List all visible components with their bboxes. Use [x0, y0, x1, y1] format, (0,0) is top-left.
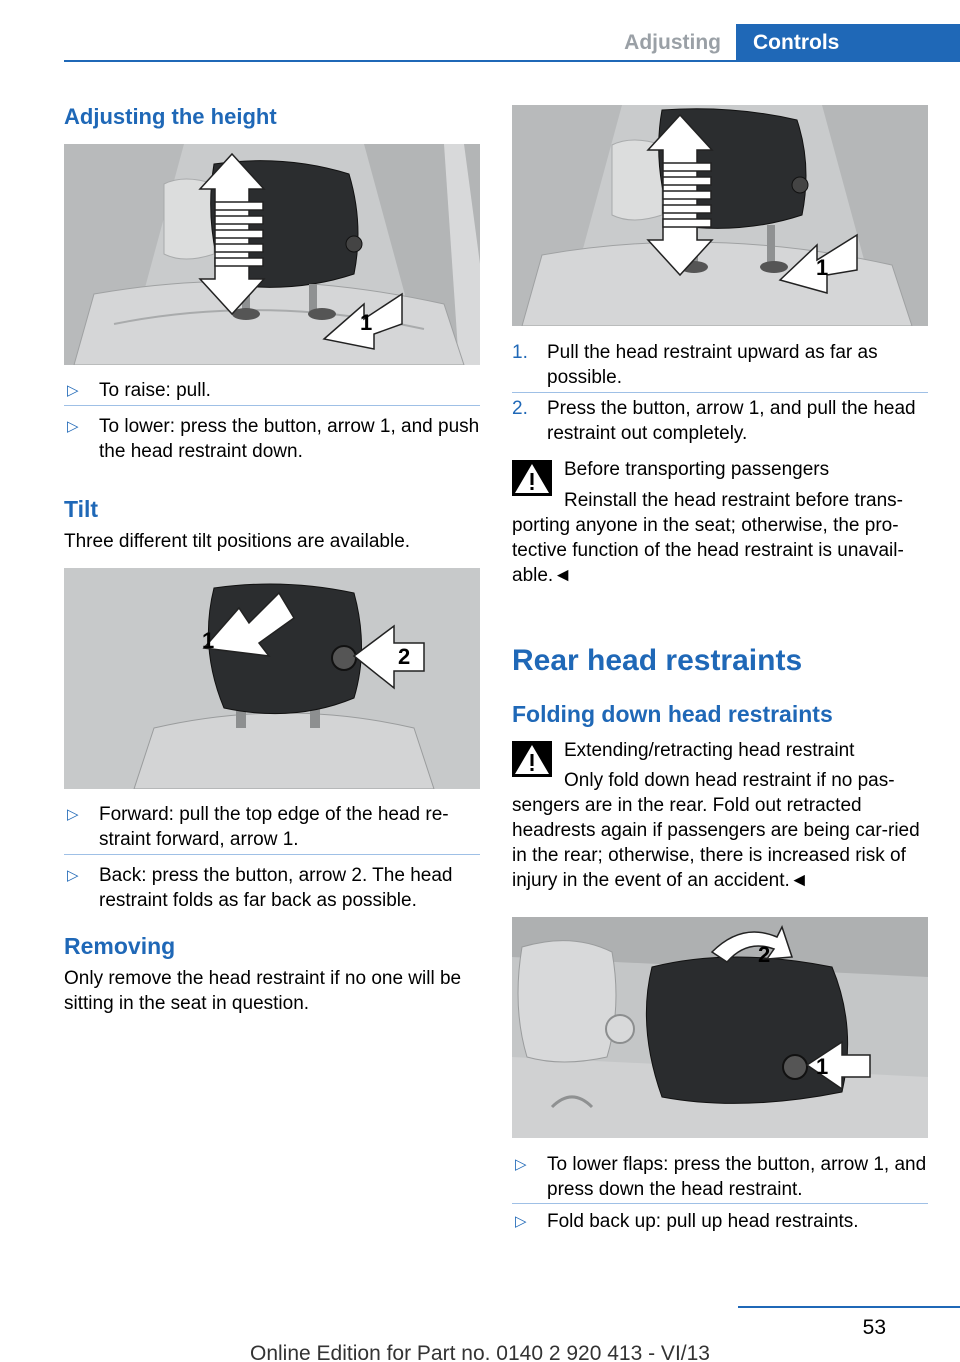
footer-text: Online Edition for Part no. 0140 2 920 413 - VI/13 [250, 1342, 710, 1362]
heading-tilt: Tilt [64, 496, 99, 522]
list-item: ▷ Fold back up: pull up head restraints. [515, 1211, 859, 1232]
list-item: ▷ To lower: press the button, arrow 1, and push the head restraint down. [67, 416, 480, 462]
figure-label: 2 [758, 942, 771, 967]
list-divider [64, 405, 480, 406]
figure-label: 1 [360, 310, 373, 335]
figure-height-adjust-drawing [64, 144, 480, 365]
warning-box [512, 741, 928, 891]
triangle-right-icon: ▷ [515, 1156, 527, 1173]
removing-text: Only remove the head restraint if no one will be sitting in the seat in question. [64, 968, 462, 1014]
list-item: ▷ To raise: pull. [67, 380, 211, 401]
figure-label: 1 [816, 1054, 829, 1079]
figure-removal [512, 105, 928, 326]
header-rule [64, 60, 960, 62]
triangle-right-icon: ▷ [67, 382, 79, 399]
triangle-right-icon: ▷ [67, 806, 79, 823]
warning-text: Only fold down head restraint if no pas‐sengers are in the rear. Fold out retracted headrests again if passengers are being car‐ried in the rear; otherwise, there is increased risk of injury in the event of an accident.◄ [512, 770, 920, 891]
list-divider [512, 1203, 928, 1204]
triangle-right-icon: ▷ [515, 1213, 527, 1230]
figure-fold-rear-drawing [512, 917, 928, 1138]
list-divider [512, 392, 928, 393]
removal-steps [512, 340, 928, 446]
figure-fold-rear [512, 917, 928, 1138]
figure-tilt [64, 568, 480, 789]
figure-label: 1 [202, 628, 215, 653]
list-item: 2. Press the button, arrow 1, and pull the head restraint out completely. [512, 398, 916, 444]
tilt-text: Three different tilt positions are available. [64, 531, 411, 552]
warning-title: Before transporting passengers [564, 459, 830, 480]
figure-removal-drawing [512, 105, 928, 326]
heading-removing: Removing [64, 933, 176, 959]
triangle-right-icon: ▷ [67, 418, 79, 435]
list-item: 1. Pull the head restraint upward as far as possible. [512, 342, 878, 388]
warning-box [512, 460, 928, 590]
heading-adjusting-height: Adjusting the height [64, 104, 277, 129]
header-section: Adjusting [624, 31, 721, 54]
tilt-list [64, 802, 480, 913]
heading-folding-down: Folding down head restraints [512, 701, 833, 727]
figure-label: 1 [816, 255, 829, 280]
page-number: 53 [862, 1316, 886, 1339]
fold-list [512, 1152, 928, 1234]
warning-title: Extending/retracting head restraint [564, 740, 855, 761]
list-item: ▷ Back: press the button, arrow 2. The head restraint folds as far back as possible. [67, 865, 453, 911]
list-item: ▷ Forward: pull the top edge of the head re‐straint forward, arrow 1. [67, 804, 449, 850]
heading-rear-head-restraints: Rear head restraints [512, 644, 803, 677]
list-item: ▷ To lower flaps: press the button, arrow 1, and press down the head restraint. [515, 1154, 927, 1200]
height-list [64, 378, 480, 464]
warning-text: Reinstall the head restraint before trans‐porting anyone in the seat; otherwise, the pro‐tective function of the head restraint is unavail‐able.◄ [512, 490, 904, 586]
list-divider [64, 854, 480, 855]
triangle-right-icon: ▷ [67, 867, 79, 884]
figure-tilt-drawing [64, 568, 480, 789]
figure-height-adjust [64, 144, 480, 365]
footer-rule [738, 1306, 960, 1308]
figure-label: 2 [398, 644, 411, 669]
header-chapter-tab: Controls [736, 24, 960, 62]
